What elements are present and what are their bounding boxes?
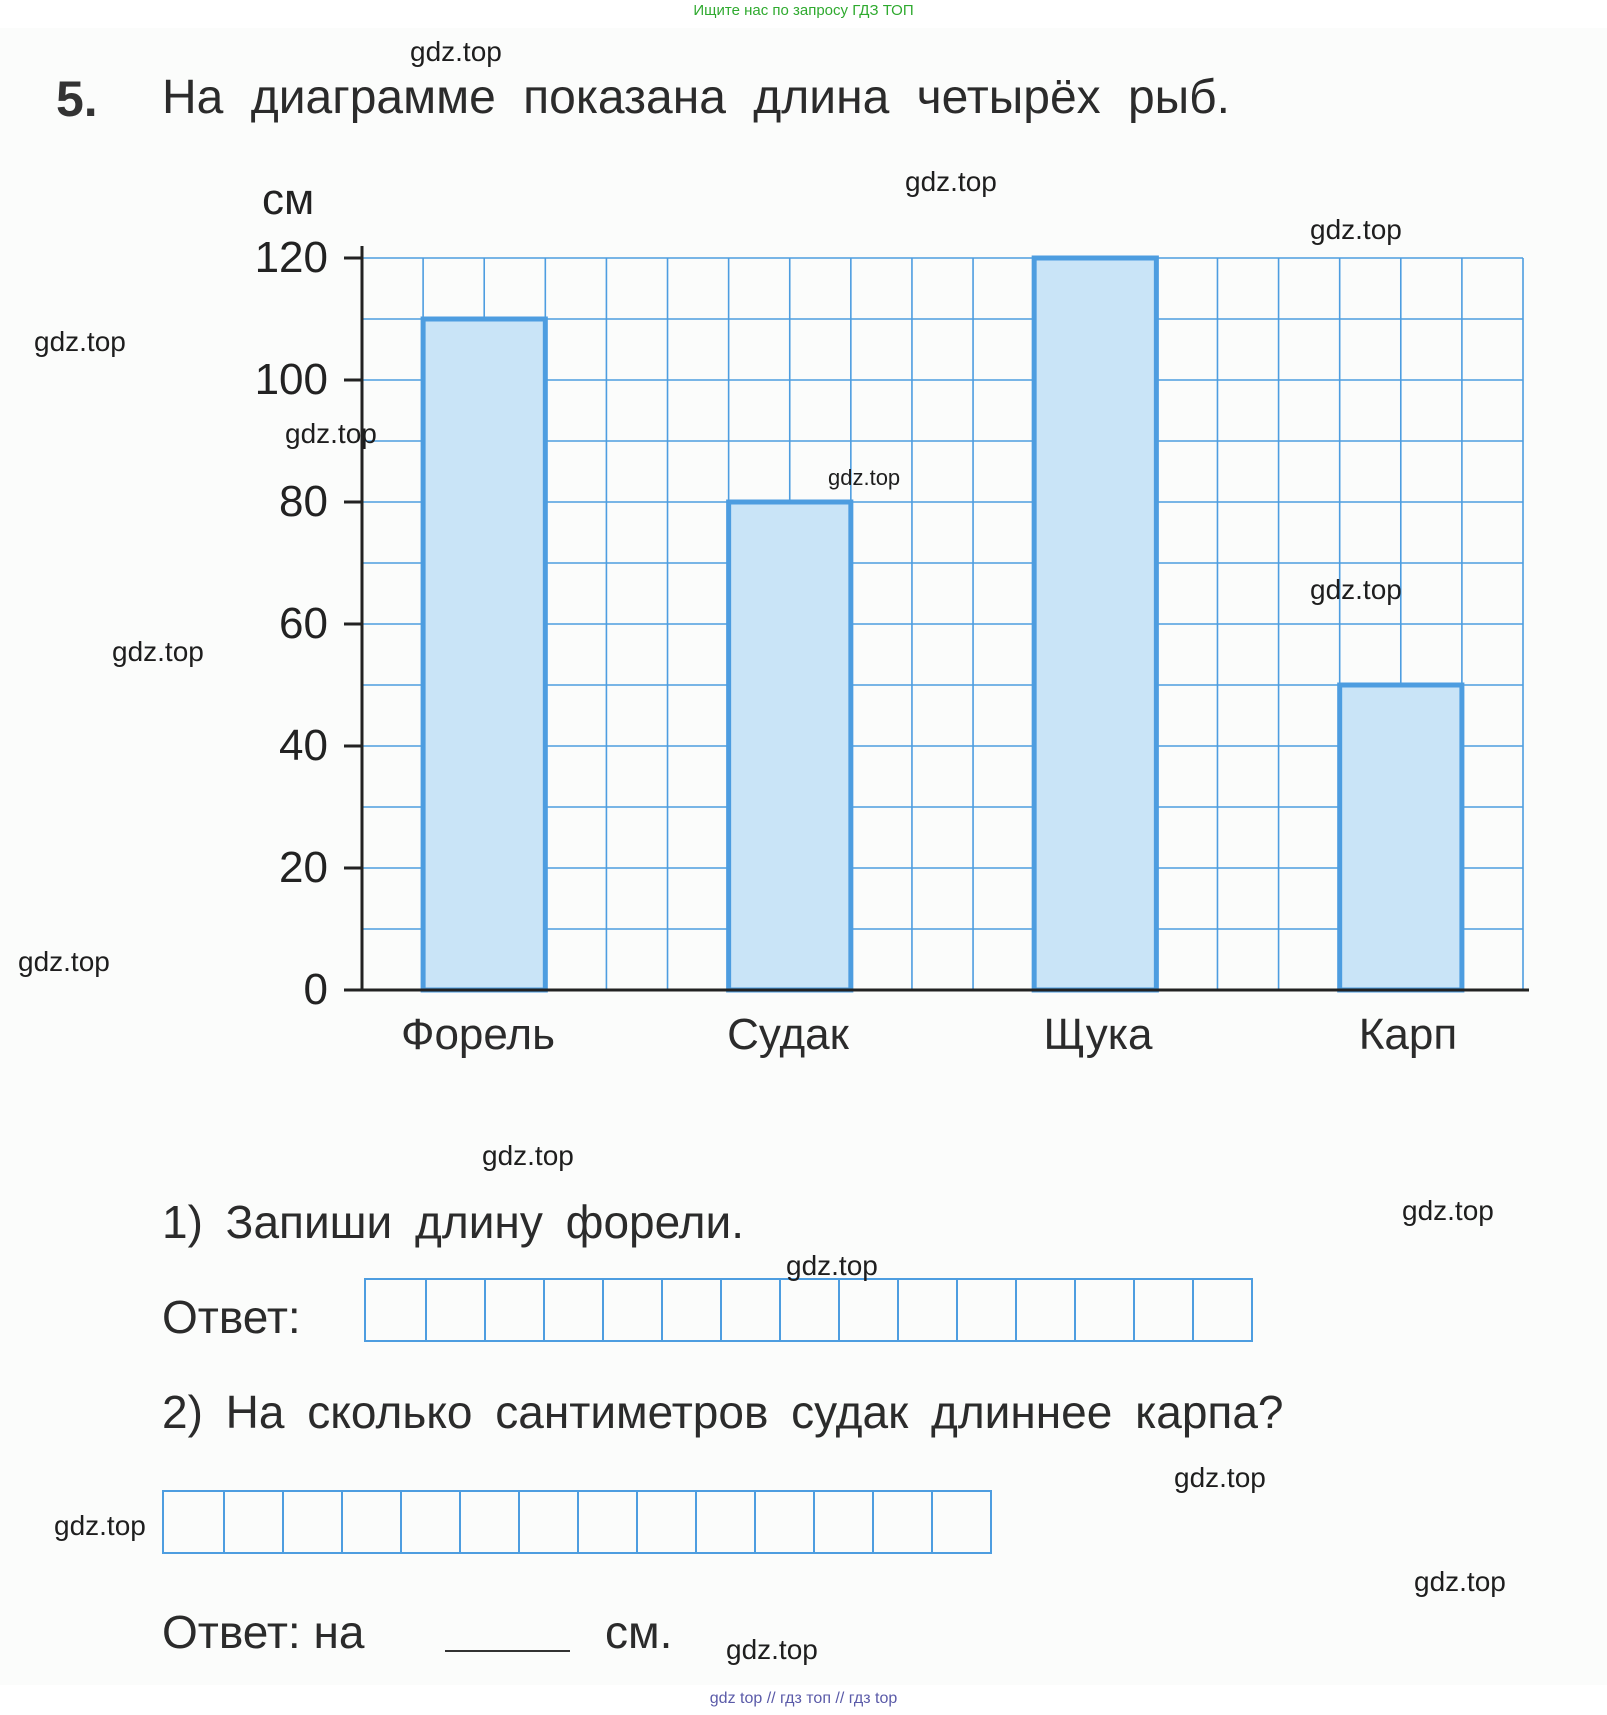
bar-1 — [423, 319, 545, 990]
watermark: gdz.top — [1414, 1566, 1506, 1597]
watermark: gdz.top — [786, 1250, 878, 1281]
task-title: На диаграмме показана длина четырёх рыб. — [162, 71, 1230, 124]
y-tick-label-100: 100 — [254, 355, 328, 404]
watermark: gdz.top — [905, 166, 997, 197]
watermark: gdz.top — [482, 1140, 574, 1171]
task-number: 5. — [56, 71, 98, 127]
answer-2-suffix: см. — [605, 1606, 673, 1658]
watermark: gdz.top — [34, 326, 126, 357]
y-tick-label-0: 0 — [303, 965, 328, 1014]
watermark: gdz.top — [1310, 574, 1402, 605]
x-label-sudak: Судак — [727, 1010, 849, 1059]
x-label-shchuka: Щука — [1043, 1010, 1153, 1059]
watermark: gdz.top — [285, 418, 377, 449]
watermark: gdz.top — [1310, 214, 1402, 245]
top-banner[interactable]: Ищите нас по запросу ГДЗ ТОП — [693, 2, 914, 19]
watermark: gdz.top — [828, 465, 901, 490]
answer-1-label: Ответ: — [162, 1291, 301, 1343]
answer-2-prefix: Ответ: на — [162, 1606, 365, 1658]
y-tick-label-80: 80 — [279, 477, 328, 526]
watermark: gdz.top — [1402, 1195, 1494, 1226]
watermark: gdz.top — [1174, 1462, 1266, 1493]
watermark: gdz.top — [726, 1634, 818, 1665]
watermark: gdz.top — [112, 636, 204, 667]
y-tick-label-120: 120 — [254, 233, 328, 282]
x-label-forel: Форель — [401, 1010, 555, 1059]
working-grid[interactable] — [162, 1490, 992, 1554]
y-tick-label-40: 40 — [279, 721, 328, 770]
bar-2 — [729, 502, 851, 990]
question-2: 2) На сколько сантиметров судак длиннее карпа? — [162, 1386, 1284, 1438]
bar-3 — [1034, 258, 1156, 990]
y-tick-label-20: 20 — [279, 843, 328, 892]
y-axis-unit-label: см — [262, 175, 315, 224]
watermark: gdz.top — [54, 1510, 146, 1541]
question-1: 1) Запиши длину форели. — [162, 1196, 744, 1248]
bottom-banner[interactable]: gdz top // гдз топ // гдз top — [709, 1690, 898, 1707]
bar-4 — [1340, 685, 1462, 990]
watermark: gdz.top — [410, 36, 502, 67]
answer-1-grid[interactable] — [364, 1278, 1253, 1342]
watermark: gdz.top — [18, 946, 110, 977]
y-tick-label-60: 60 — [279, 599, 328, 648]
answer-2-blank[interactable] — [445, 1650, 570, 1652]
x-label-karp: Карп — [1358, 1010, 1458, 1059]
